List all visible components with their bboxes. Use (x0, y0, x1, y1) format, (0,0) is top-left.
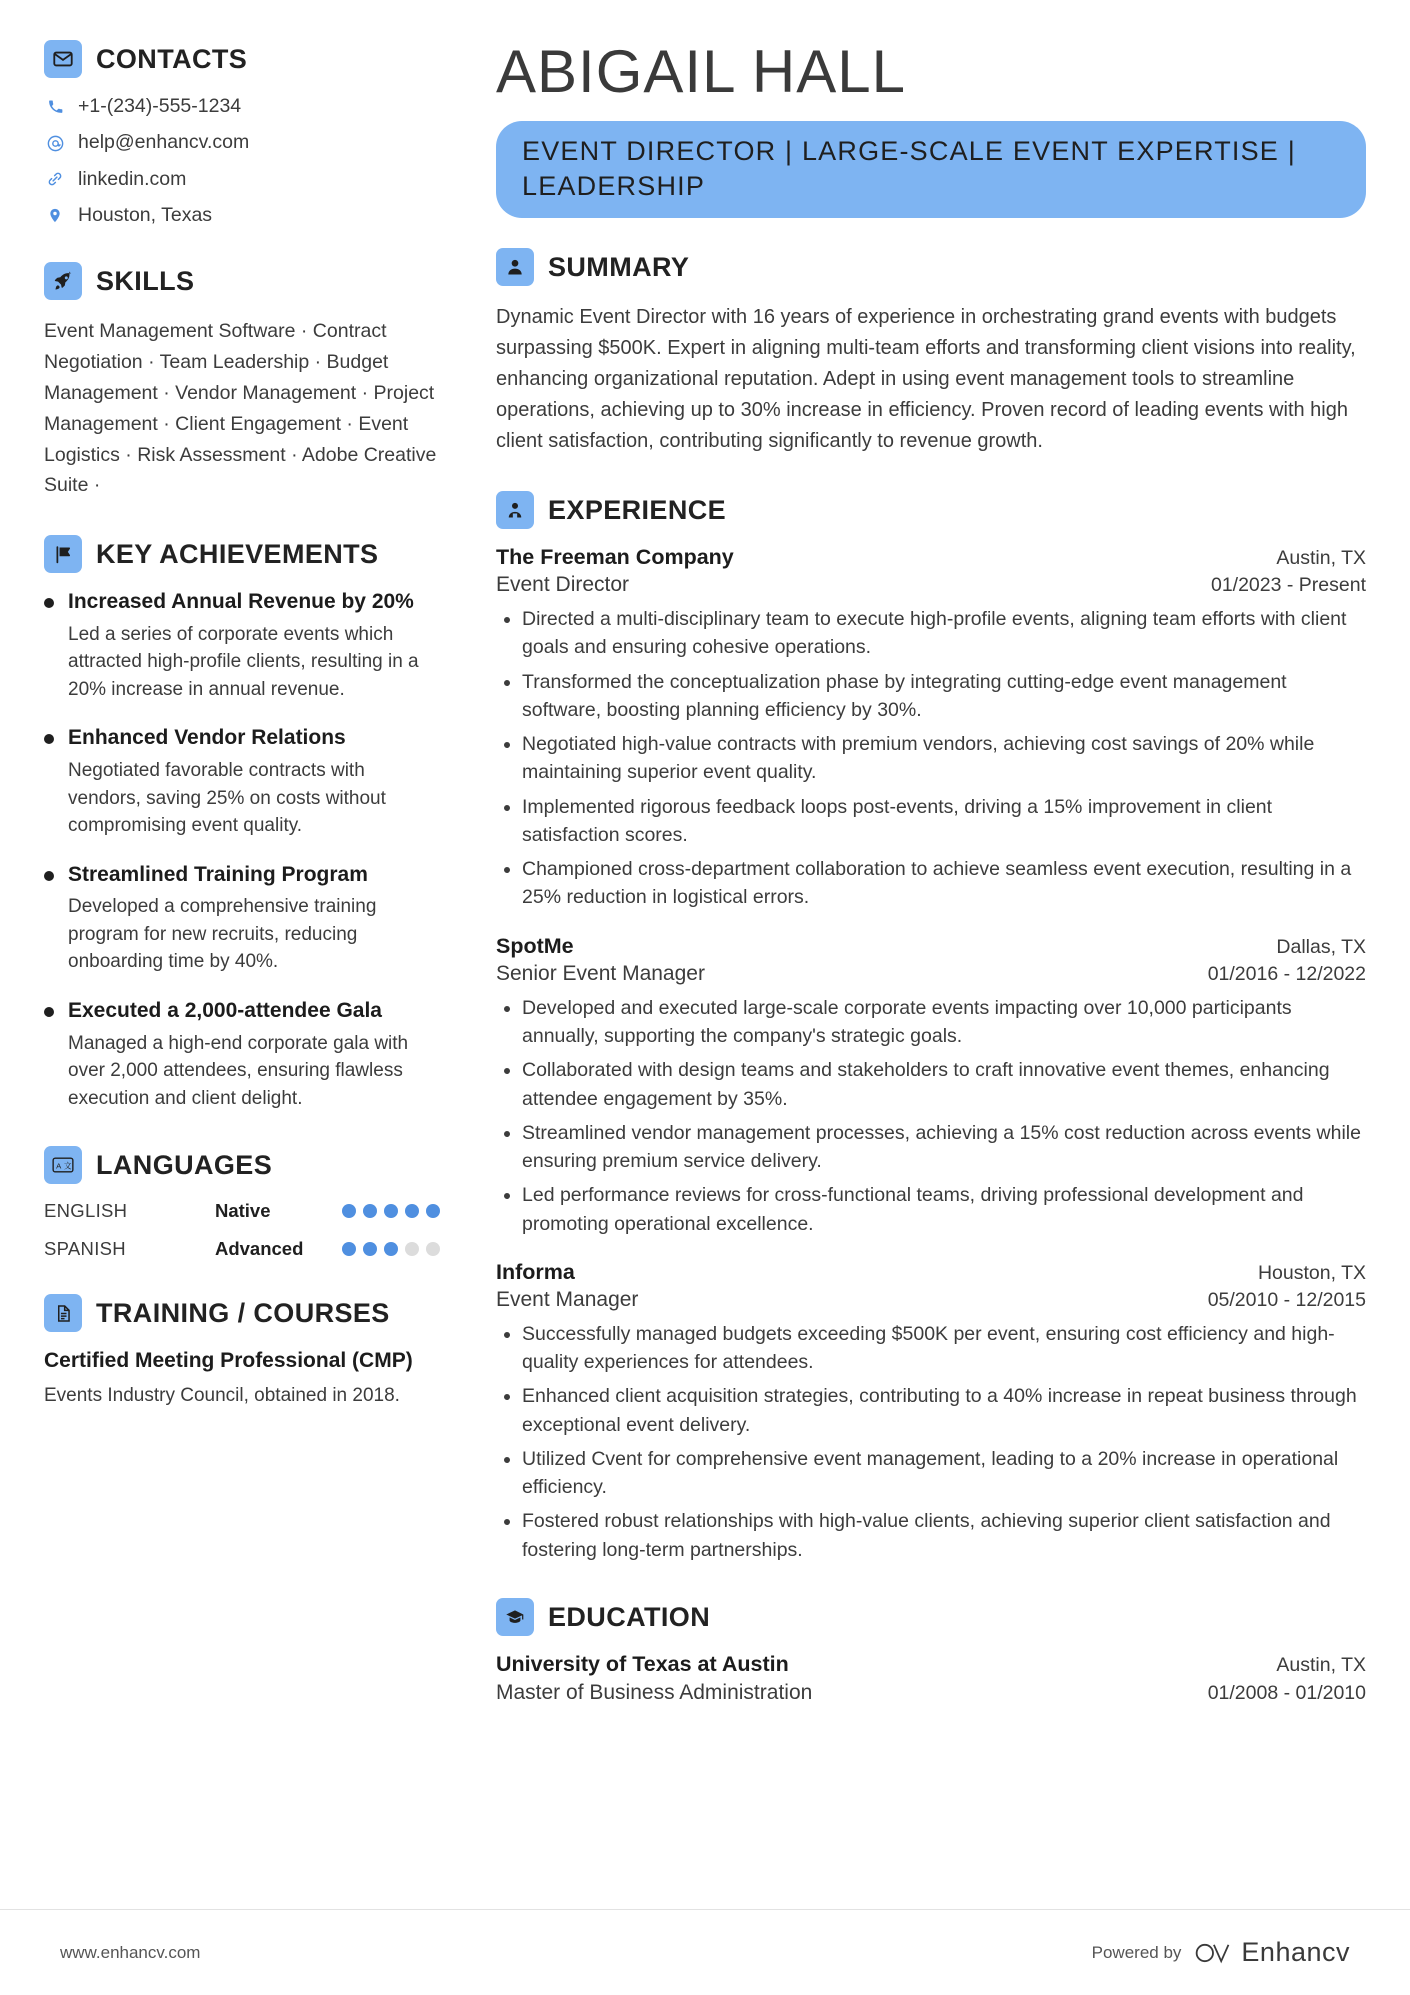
achievement-title: Executed a 2,000-attendee Gala (68, 998, 382, 1022)
education-list (496, 1652, 1366, 1705)
degree-name: Master of Business Administration (496, 1681, 813, 1704)
proficiency-dot (342, 1204, 356, 1218)
job-role: Senior Event Manager (496, 961, 705, 985)
contact-location-value: Houston, Texas (78, 204, 213, 227)
proficiency-dots (342, 1204, 440, 1218)
education-heading-row (496, 1598, 1366, 1636)
summary-title: SUMMARY (548, 251, 690, 282)
experience-bullet: • Developed and executed large-scale corporate events impacting over 10,000 participants annually, supporting the company's strategic goals. (522, 994, 1366, 1051)
achievement-body (68, 589, 440, 703)
footer-brand-group (1092, 1937, 1350, 1968)
experience-bullet: • Implemented rigorous feedback loops post-events, driving a 15% improvement in client satisfaction scores. (522, 793, 1366, 850)
experience-bullet: • Transformed the conceptualization phase by integrating cutting-edge event management software, boosting planning efficiency by 30%. (522, 668, 1366, 725)
section-summary (496, 248, 1366, 457)
language-level: Advanced (214, 1238, 304, 1260)
contact-location (44, 203, 440, 228)
education-title: EDUCATION (548, 1601, 711, 1632)
school-location: Austin, TX (1276, 1654, 1366, 1676)
skills-title: SKILLS (96, 265, 195, 296)
achievements-heading-row (44, 535, 440, 573)
achievement-title: Streamlined Training Program (68, 862, 368, 886)
job-dates: 05/2010 - 12/2015 (1207, 1288, 1366, 1311)
rocket-icon (44, 262, 82, 300)
bullet-icon (44, 598, 54, 608)
achievement-item (44, 589, 440, 703)
education-header (496, 1652, 1366, 1677)
powered-by-label: Powered by (1091, 1942, 1182, 1962)
proficiency-dot (426, 1204, 440, 1218)
contact-phone[interactable] (44, 94, 440, 119)
training-list (44, 1348, 440, 1410)
experience-subheader (496, 962, 1366, 986)
proficiency-dot (384, 1242, 398, 1256)
achievement-body (68, 862, 440, 976)
achievement-description: Managed a high-end corporate gala with over 2,000 attendees, ensuring flawless execution and client delight. (68, 1032, 409, 1109)
contacts-title: CONTACTS (96, 43, 248, 74)
contact-link-value: linkedin.com (78, 167, 187, 190)
svg-text:A: A (56, 1161, 62, 1171)
section-experience (496, 491, 1366, 1564)
languages-heading-row (44, 1146, 440, 1184)
experience-bullet: • Negotiated high-value contracts with premium vendors, achieving cost savings of 20% while maintaining superior event quality. (522, 730, 1366, 787)
experience-heading-row (496, 491, 1366, 529)
achievement-title: Enhanced Vendor Relations (68, 726, 346, 750)
languages-title: LANGUAGES (96, 1149, 273, 1180)
sidebar (44, 40, 474, 1995)
proficiency-dot (384, 1204, 398, 1218)
bullet-icon (44, 871, 54, 881)
job-role: Event Director (496, 573, 630, 597)
company-location: Austin, TX (1276, 547, 1366, 570)
experience-subheader (496, 573, 1366, 597)
main-column (474, 40, 1366, 1995)
summary-text: Dynamic Event Director with 16 years of experience in orchestrating grand events with budgets surpassing $500K. Expert in aligning multi-team efforts and transforming client visions into reality, enhancing organizational reputation. Adept in using event management tools to streamline operations, achieving up to 30% increase in efficiency. Proven record of leading events with high client satisfaction, contributing significantly to revenue growth. (496, 306, 1356, 453)
contact-phone-value: +1-(234)-555-1234 (78, 95, 242, 117)
flag-icon (44, 535, 82, 573)
training-title: TRAINING / COURSES (96, 1297, 390, 1328)
skills-list: Event Management Software · Contract Negotiation · Team Leadership · Budget Management · Vendor Management · Project Management · Client Engagement · Event Logistics · Risk Assessment · Adobe Creative Suite · (44, 320, 437, 497)
language-name: ENGLISH (44, 1200, 128, 1222)
summary-heading-row (496, 248, 1366, 286)
experience-item (496, 1260, 1366, 1564)
languages-list (44, 1200, 440, 1260)
person-badge-icon (496, 491, 534, 529)
skills-heading-row (44, 262, 440, 300)
email-icon (44, 134, 66, 153)
phone-icon (44, 98, 66, 115)
experience-bullets (496, 605, 1366, 912)
experience-bullet: • Led performance reviews for cross-functional teams, driving professional development and promoting operational excellence. (522, 1181, 1366, 1238)
experience-bullet: • Successfully managed budgets exceeding $500K per event, ensuring cost efficiency and high-quality experiences for attendees. (522, 1320, 1366, 1377)
experience-bullet: • Enhanced client acquisition strategies, contributing to a 40% increase in repeat business through exceptional event delivery. (522, 1382, 1366, 1439)
experience-bullet: • Directed a multi-disciplinary team to execute high-profile events, aligning team efforts with client goals and ensuring cohesive operations. (522, 605, 1366, 662)
language-item (44, 1200, 440, 1222)
bullet-icon (44, 734, 54, 744)
training-heading-row (44, 1294, 440, 1332)
experience-item (496, 934, 1366, 1238)
company-name: Informa (496, 1259, 575, 1284)
brand-name: Enhancv (1241, 1937, 1350, 1967)
proficiency-dot (405, 1204, 419, 1218)
contact-link[interactable] (44, 167, 440, 192)
footer-url[interactable]: www.enhancv.com (60, 1942, 201, 1962)
proficiency-dot (405, 1242, 419, 1256)
school-name: University of Texas at Austin (496, 1652, 789, 1676)
section-contacts (44, 40, 440, 228)
graduation-cap-icon (496, 1598, 534, 1636)
experience-bullet: • Streamlined vendor management processes, achieving a 15% cost reduction across events while ensuring premium service delivery. (522, 1119, 1366, 1176)
achievement-item (44, 862, 440, 976)
achievement-description: Led a series of corporate events which attracted high-profile clients, resulting in a 20% increase in annual revenue. (68, 623, 419, 700)
experience-list (496, 545, 1366, 1564)
training-item-title: Certified Meeting Professional (CMP) (44, 1349, 413, 1373)
person-icon (496, 248, 534, 286)
proficiency-dot (363, 1242, 377, 1256)
proficiency-dot (342, 1242, 356, 1256)
education-dates: 01/2008 - 01/2010 (1207, 1682, 1366, 1704)
experience-header (496, 1260, 1366, 1285)
education-subheader (496, 1681, 1366, 1705)
section-training (44, 1294, 440, 1410)
envelope-icon (44, 40, 82, 78)
job-role: Event Manager (496, 1287, 639, 1311)
language-name: SPANISH (44, 1238, 126, 1260)
achievements-list (44, 589, 440, 1112)
proficiency-dots (342, 1242, 440, 1256)
language-level: Native (214, 1200, 271, 1222)
contact-email-value: help@enhancv.com (78, 131, 250, 154)
experience-bullet: • Championed cross-department collaboration to achieve seamless event execution, resulting in a 25% reduction in logistical errors. (522, 855, 1366, 912)
section-languages (44, 1146, 440, 1260)
experience-bullet: • Collaborated with design teams and stakeholders to craft innovative event themes, enhancing attendee engagement by 35%. (522, 1056, 1366, 1113)
achievement-description: Developed a comprehensive training program for new recruits, reducing onboarding time by 40%. (68, 896, 377, 973)
section-skills (44, 262, 440, 501)
achievement-item (44, 725, 440, 839)
document-icon (44, 1294, 82, 1332)
company-location: Dallas, TX (1276, 935, 1366, 958)
achievement-description: Negotiated favorable contracts with vendors, saving 25% on costs without compromising event quality. (68, 760, 386, 837)
experience-title: EXPERIENCE (548, 494, 727, 525)
achievement-body (68, 725, 440, 839)
experience-subheader (496, 1288, 1366, 1312)
job-title-banner: EVENT DIRECTOR | LARGE-SCALE EVENT EXPERTISE | LEADERSHIP (496, 121, 1366, 218)
page-title: ABIGAIL HALL (496, 38, 906, 105)
section-achievements (44, 535, 440, 1112)
experience-bullet: • Utilized Cvent for comprehensive event management, leading to a 20% increase in operational efficiency. (522, 1445, 1366, 1502)
location-pin-icon (44, 206, 66, 225)
training-item-description: Events Industry Council, obtained in 2018. (44, 1385, 400, 1407)
experience-header (496, 934, 1366, 959)
translate-icon (44, 1146, 82, 1184)
job-dates: 01/2023 - Present (1210, 574, 1366, 597)
enhancv-logo (1193, 1937, 1350, 1968)
contacts-heading-row (44, 40, 440, 78)
bullet-icon (44, 1007, 54, 1017)
footer (0, 1909, 1410, 1995)
achievement-item (44, 998, 440, 1112)
svg-text:文: 文 (63, 1161, 72, 1171)
achievement-title: Increased Annual Revenue by 20% (68, 590, 414, 614)
experience-header (496, 545, 1366, 570)
experience-item (496, 545, 1366, 912)
education-item (496, 1652, 1366, 1705)
language-item (44, 1238, 440, 1260)
contact-email[interactable] (44, 130, 440, 155)
job-dates: 01/2016 - 12/2022 (1207, 962, 1366, 985)
achievement-body (68, 998, 440, 1112)
experience-bullets (496, 1320, 1366, 1564)
experience-bullets (496, 994, 1366, 1238)
company-name: SpotMe (496, 933, 574, 958)
link-icon (44, 170, 66, 188)
section-education (496, 1598, 1366, 1705)
company-location: Houston, TX (1257, 1261, 1366, 1284)
experience-bullet: • Fostered robust relationships with high-value clients, achieving superior client satisfaction and fostering long-term partnerships. (522, 1507, 1366, 1564)
training-item (44, 1348, 440, 1410)
proficiency-dot (426, 1242, 440, 1256)
achievements-title: KEY ACHIEVEMENTS (96, 538, 379, 569)
company-name: The Freeman Company (496, 545, 734, 570)
proficiency-dot (363, 1204, 377, 1218)
